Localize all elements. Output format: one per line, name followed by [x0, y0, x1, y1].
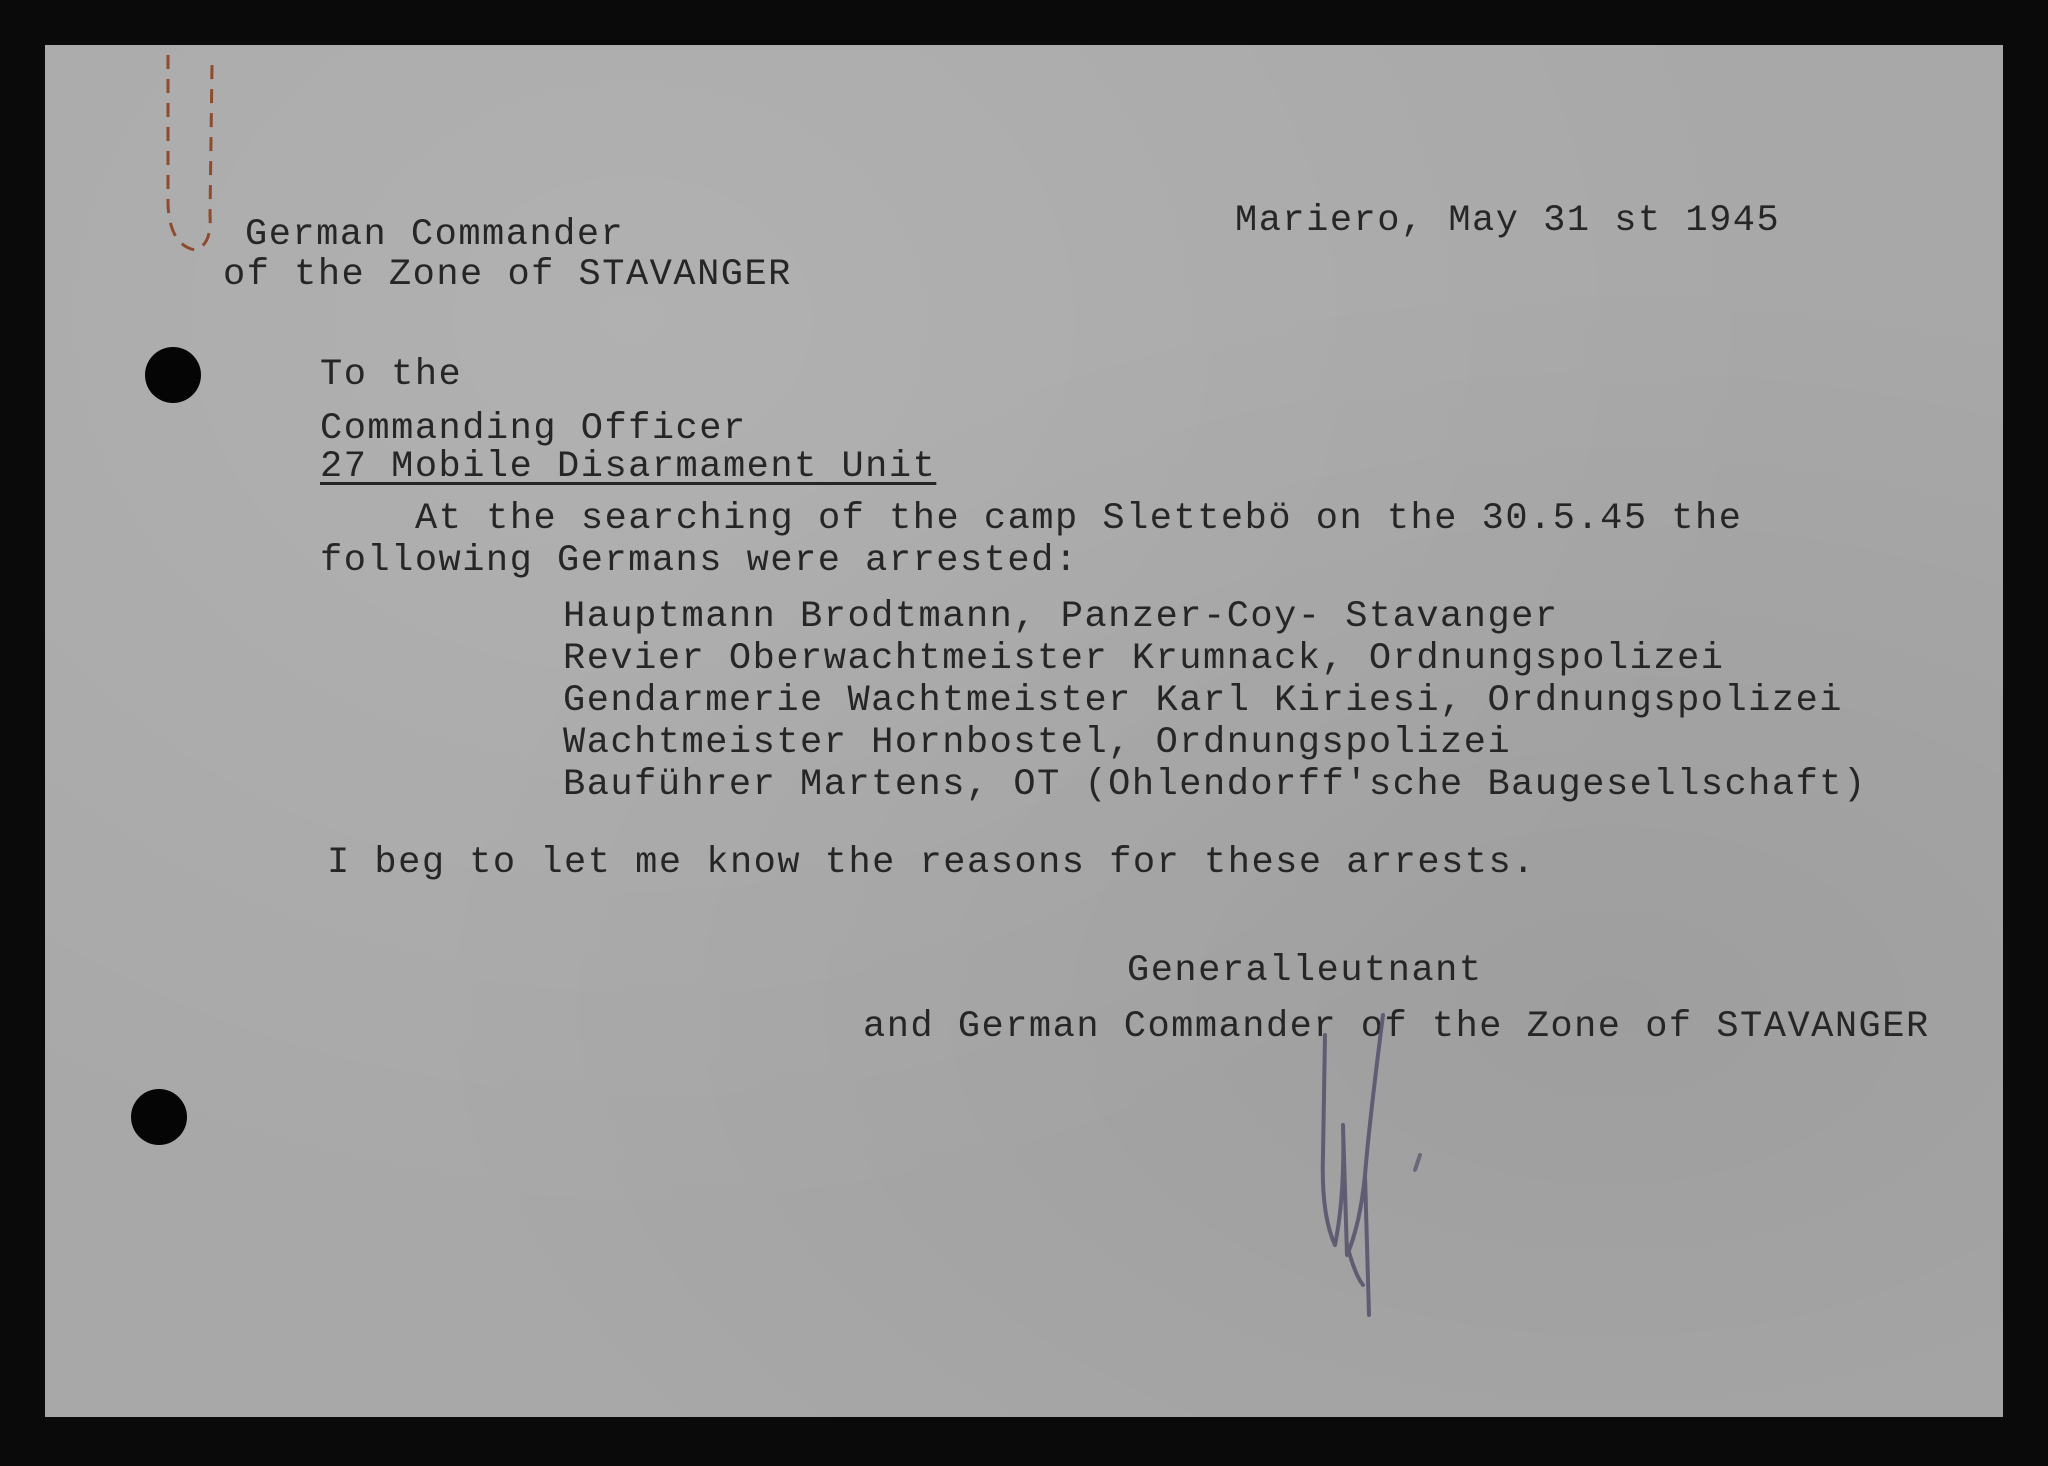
recipient-line-1: Commanding Officer	[320, 408, 747, 450]
closing-title: and German Commander of the Zone of STAVANGER	[863, 1006, 1930, 1048]
arrested-item: Bauführer Martens, OT (Ohlendorff'sche Baugesellschaft)	[563, 764, 1867, 806]
body-paragraph-line-1: At the searching of the camp Slettebö on the 30.5.45 the	[415, 498, 1743, 540]
letter-page	[45, 45, 2003, 1417]
closing-rank: Generalleutnant	[1127, 950, 1483, 992]
arrested-item: Gendarmerie Wachtmeister Karl Kiriesi, Ordnungspolizei	[563, 680, 1843, 722]
arrested-item: Revier Oberwachtmeister Krumnack, Ordnungspolizei	[563, 638, 1725, 680]
sender-line-2: of the Zone of STAVANGER	[223, 254, 792, 296]
request-sentence: I beg to let me know the reasons for these arrests.	[327, 842, 1536, 884]
recipient-line-2: 27 Mobile Disarmament Unit	[320, 446, 937, 488]
body-paragraph-line-2: following Germans were arrested:	[320, 540, 1079, 582]
sender-line-1: German Commander	[245, 214, 625, 256]
place-date: Mariero, May 31 st 1945	[1235, 200, 1781, 242]
handwritten-signature	[1265, 975, 1445, 1375]
arrested-item: Hauptmann Brodtmann, Panzer-Coy- Stavanger	[563, 596, 1559, 638]
paperclip-rust-mark	[150, 45, 220, 265]
recipient-salutation: To the	[320, 354, 463, 396]
punch-hole-top	[145, 347, 201, 403]
arrested-item: Wachtmeister Hornbostel, Ordnungspolizei	[563, 722, 1512, 764]
punch-hole-bottom	[131, 1089, 187, 1145]
